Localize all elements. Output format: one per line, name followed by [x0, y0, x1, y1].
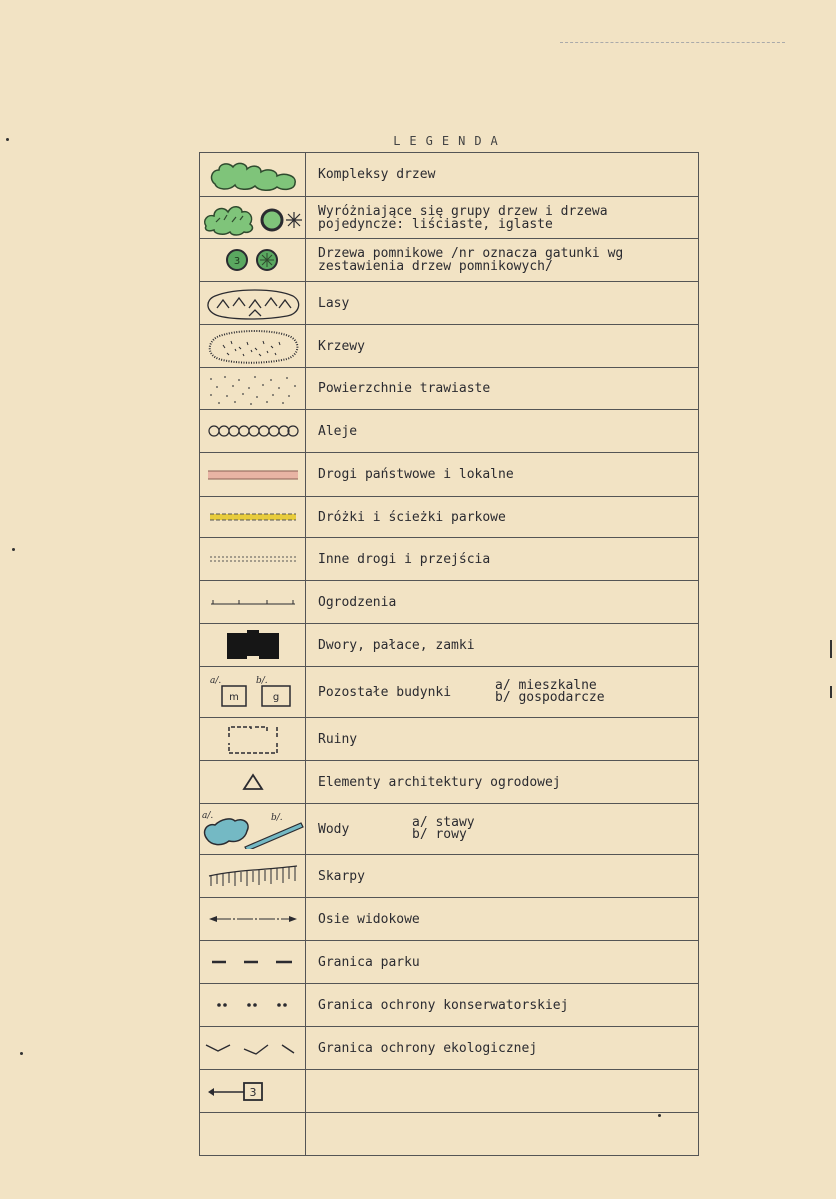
legend-row-empty [200, 1113, 699, 1156]
symbol-cell [200, 538, 306, 581]
legend-row [200, 153, 699, 197]
legend-row [200, 624, 699, 667]
legend-row [200, 282, 699, 325]
paper-edge-mark [830, 640, 832, 658]
water-label-b: b/. [270, 813, 283, 823]
legend-row [200, 325, 699, 368]
legend-row [200, 855, 699, 898]
legend-row [200, 1070, 699, 1113]
legend-row [200, 581, 699, 624]
shrubs-icon [205, 327, 301, 365]
legend-row [200, 197, 699, 239]
garden-architecture-icon [241, 772, 265, 792]
conservation-border-icon [213, 1000, 293, 1010]
symbol-cell [200, 761, 306, 804]
symbol-cell [200, 898, 306, 941]
legend-label [306, 1113, 699, 1156]
grass-icon [205, 371, 301, 407]
legend-table [199, 152, 699, 1156]
legend-label [306, 1070, 699, 1113]
legend-row [200, 804, 699, 855]
symbol-cell [200, 282, 306, 325]
legend-sublabel: a/ mieszkalne b/ gospodarcze [495, 678, 605, 705]
legend-label: Lasy [306, 282, 699, 325]
symbol-cell [200, 197, 306, 239]
legend-label: Ruiny [306, 718, 699, 761]
water-icon [201, 809, 305, 849]
legend-label: Wyróżniające się grupy drzew i drzewa pojedyncze: liściaste, iglaste [306, 197, 699, 239]
park-path-icon [209, 511, 297, 523]
legend-row [200, 761, 699, 804]
slope-icon [205, 862, 301, 890]
building-letter-m: m [228, 692, 239, 703]
fence-icon [209, 596, 297, 608]
building-label-a: a/. [209, 676, 221, 686]
legend-label: Powierzchnie trawiaste [306, 368, 699, 410]
legend-label: Granica ochrony konserwatorskiej [306, 984, 699, 1027]
paper-speck [6, 138, 9, 141]
legend-label-cell [306, 804, 699, 855]
monument-tree-icon [223, 246, 283, 274]
manor-icon [223, 629, 283, 661]
alley-icon [207, 423, 299, 439]
symbol-cell [200, 325, 306, 368]
ecological-border-icon [204, 1039, 302, 1057]
legend-label: Krzewy [306, 325, 699, 368]
forest-icon [205, 286, 301, 320]
symbol-cell [200, 718, 306, 761]
legend-label: Skarpy [306, 855, 699, 898]
legend-label-cell [306, 667, 699, 718]
symbol-cell [200, 239, 306, 282]
faint-dashed-mark [560, 42, 785, 43]
legend-label: Granica ochrony ekologicznej [306, 1027, 699, 1070]
monument-tree-number: 3 [233, 256, 240, 267]
legend-row [200, 667, 699, 718]
paper-edge-mark [830, 686, 832, 698]
legend-label: Kompleksy drzew [306, 153, 699, 197]
water-label-a: a/. [201, 811, 213, 821]
symbol-cell [200, 497, 306, 538]
legend-sublabel: a/ stawy b/ rowy [412, 815, 475, 842]
paper-speck [20, 1052, 23, 1055]
symbol-cell [200, 581, 306, 624]
legend-label: Granica parku [306, 941, 699, 984]
legend-row [200, 453, 699, 497]
tree-complex-icon [207, 158, 299, 192]
legend-label: Wody [318, 821, 350, 837]
legend-row [200, 538, 699, 581]
legend-label: Drogi państwowe i lokalne [306, 453, 699, 497]
legend-label: Elementy architektury ogrodowej [306, 761, 699, 804]
buildings-icon [208, 674, 298, 710]
legend-row [200, 497, 699, 538]
paper-speck [12, 548, 15, 551]
legend-row [200, 1027, 699, 1070]
legend-label: Ogrodzenia [306, 581, 699, 624]
legend-label: Dwory, pałace, zamki [306, 624, 699, 667]
legend-row [200, 898, 699, 941]
legend-label: Inne drogi i przejścia [306, 538, 699, 581]
symbol-cell [200, 804, 306, 855]
legend-row [200, 718, 699, 761]
ruins-icon [225, 723, 281, 755]
building-label-b: b/. [255, 676, 268, 686]
symbol-cell [200, 855, 306, 898]
legend-title: LEGENDA [393, 134, 507, 148]
legend-label: Aleje [306, 410, 699, 453]
building-letter-g: g [272, 692, 279, 703]
legend-row [200, 368, 699, 410]
symbol-cell [200, 1113, 306, 1156]
legend-label: Osie widokowe [306, 898, 699, 941]
legend-row [200, 239, 699, 282]
legend-label: Drzewa pomnikowe /nr oznacza gatunki wg zestawienia drzew pomnikowych/ [306, 239, 699, 282]
photo-point-number: 3 [249, 1086, 257, 1099]
symbol-cell [200, 1070, 306, 1113]
symbol-cell [200, 667, 306, 718]
symbol-cell [200, 153, 306, 197]
symbol-cell [200, 1027, 306, 1070]
legend-row [200, 941, 699, 984]
symbol-cell [200, 941, 306, 984]
symbol-cell [200, 624, 306, 667]
legend-row [200, 410, 699, 453]
view-axis-icon [207, 913, 299, 925]
state-road-icon [207, 468, 299, 482]
symbol-cell [200, 410, 306, 453]
park-border-icon [210, 957, 296, 967]
symbol-cell [200, 984, 306, 1027]
tree-groups-icon [202, 200, 304, 236]
symbol-cell [200, 453, 306, 497]
legend-label: Dróżki i ścieżki parkowe [306, 497, 699, 538]
legend-label: Pozostałe budynki [318, 684, 452, 700]
photo-point-icon [206, 1080, 276, 1102]
other-road-icon [209, 554, 297, 564]
symbol-cell [200, 368, 306, 410]
legend-row [200, 984, 699, 1027]
